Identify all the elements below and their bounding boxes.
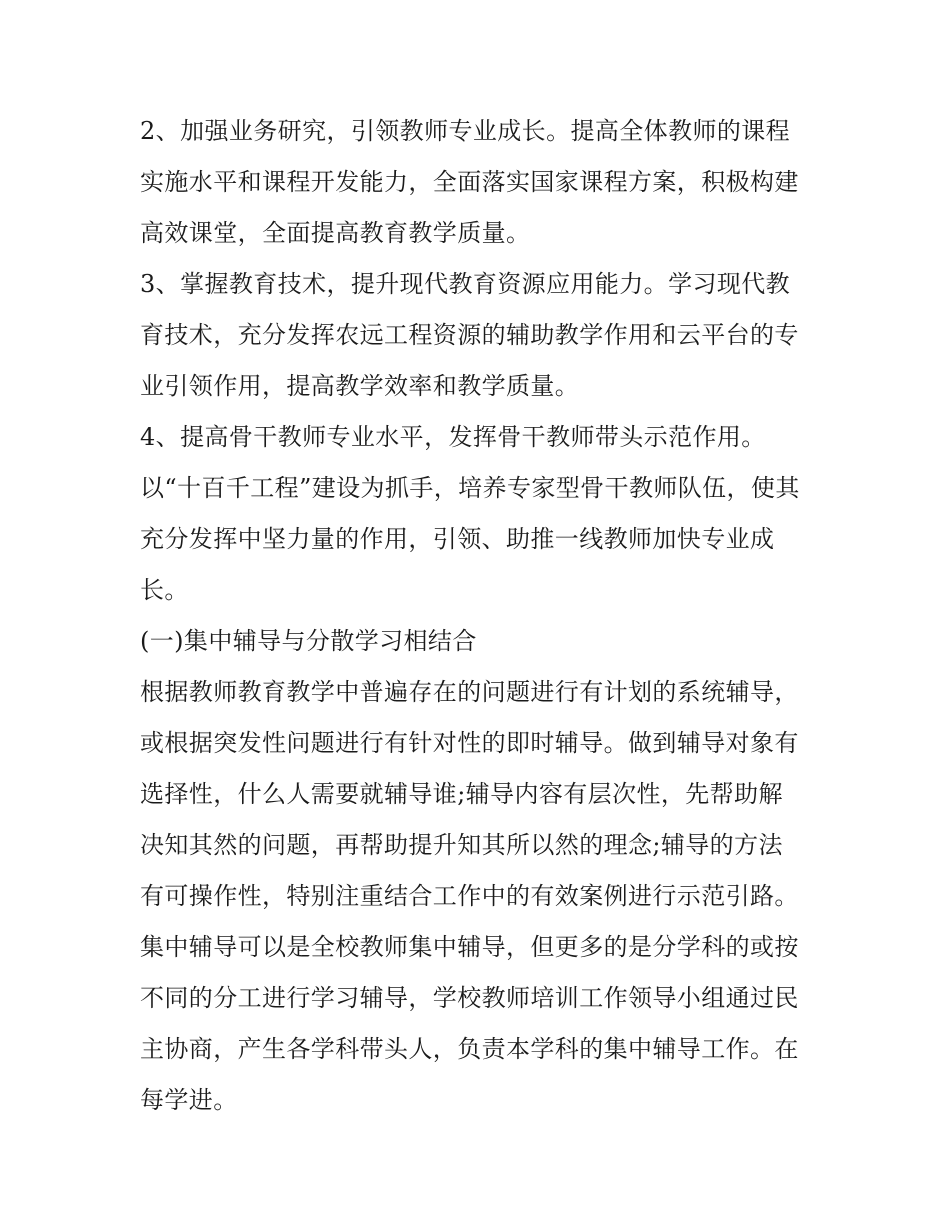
text-line: 集中辅导可以是全校教师集中辅导，但更多的是分学科的或按 (140, 933, 799, 961)
text-line: 主协商，产生各学科带头人，负责本学科的集中辅导工作。在 (140, 1035, 799, 1063)
text-line: 不同的分工进行学习辅导，学校教师培训工作领导小组通过民 (140, 984, 799, 1012)
text-line: 业引领作用，提高教学效率和教学质量。 (140, 372, 580, 400)
text-line: 高效课堂，全面提高教育教学质量。 (140, 219, 531, 247)
text-line: 长。 (140, 576, 189, 604)
text-line: 3、掌握教育技术，提升现代教育资源应用能力。学习现代教 (140, 270, 791, 298)
text-line: 根据教师教育教学中普遍存在的问题进行有计划的系统辅导， (140, 678, 799, 706)
text-line: 充分发挥中坚力量的作用，引领、助推一线教师加快专业成 (140, 525, 775, 553)
text-line: 4、提高骨干教师专业水平，发挥骨干教师带头示范作用。 (140, 423, 766, 451)
section-heading: (一)集中辅导与分散学习相结合 (140, 627, 477, 655)
text-line: 育技术，充分发挥农远工程资源的辅助教学作用和云平台的专 (140, 321, 799, 349)
text-line: 2、加强业务研究，引领教师专业成长。提高全体教师的课程 (140, 117, 791, 145)
document-body (140, 106, 820, 1126)
text-line: 实施水平和课程开发能力，全面落实国家课程方案，积极构建 (140, 168, 799, 196)
text-line: 每学进。 (140, 1086, 238, 1114)
text-line: 有可操作性，特别注重结合工作中的有效案例进行示范引路。 (140, 882, 799, 910)
text-line: 或根据突发性问题进行有针对性的即时辅导。做到辅导对象有 (140, 729, 799, 757)
text-line: 以“十百千工程”建设为抓手，培养专家型骨干教师队伍，使其 (140, 474, 800, 502)
text-line: 选择性，什么人需要就辅导谁;辅导内容有层次性，先帮助解 (140, 780, 783, 808)
text-line: 决知其然的问题，再帮助提升知其所以然的理念;辅导的方法 (140, 831, 783, 859)
